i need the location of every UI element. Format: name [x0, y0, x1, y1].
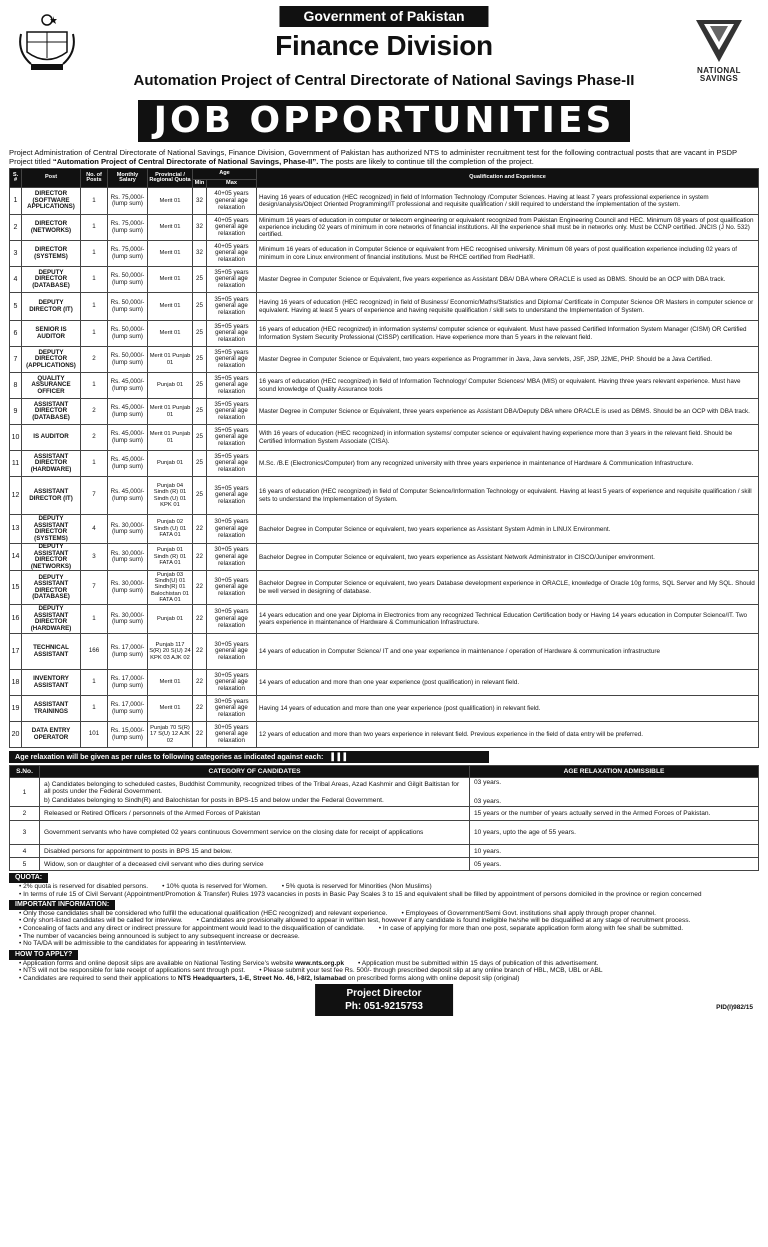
age-row-relaxation: 10 years.	[470, 845, 759, 858]
nts-address: NTS Headquarters, 1-E, Street No. 46, I-8/2, Islamabad	[177, 974, 347, 982]
job-quota: Punjab 01	[148, 605, 193, 634]
col-age: Age	[193, 169, 257, 180]
info-item: • The number of vacancies being announced is subject to any subsequent increase or decrease.	[19, 932, 300, 940]
job-quota: Merit 01	[148, 293, 193, 321]
job-num-posts: 7	[81, 477, 108, 515]
age-row	[10, 807, 759, 821]
job-salary: Rs. 45,000/- (lump sum)	[108, 451, 148, 477]
job-post: INVENTORY ASSISTANT	[22, 670, 81, 696]
job-row	[10, 515, 759, 544]
job-num-posts: 3	[81, 544, 108, 571]
job-qualification: 16 years of education (HEC recognized) in information systems/ computer science or equivalent. Must have passed Certified Information System Manager (CISM) OR Certified Information System Security Professional (CISSP) certification. Have experience more than 5 years in the relevant field.	[257, 321, 759, 347]
ad-footer	[9, 984, 759, 1024]
age-row-category: Widow, son or daughter of a deceased civil servant who dies during service	[40, 858, 470, 871]
job-num-posts: 1	[81, 188, 108, 215]
job-post: ASSISTANT DIRECTOR (IT)	[22, 477, 81, 515]
age-row-category-a: a) Candidates belonging to scheduled castes, Buddhist Community, recognized tribes of the Tribal Areas, Azad Kashmir and Gilgit Baltistan for all posts under the Federal Government.	[44, 780, 460, 795]
info-item: • Only those candidates shall be considered who fulfill the educational qualification (HEC recognized) and relevant experience.	[19, 909, 388, 917]
job-salary: Rs. 50,000/- (lump sum)	[108, 293, 148, 321]
job-quota: Punjab 04 Sindh (R) 01 Sindh (U) 01 KPK 01	[148, 477, 193, 515]
age-relaxation-table	[9, 765, 759, 871]
apply-item: • Application must be submitted within 15 days of publication of this advertisement.	[358, 959, 599, 967]
col-age-max: Max	[207, 180, 257, 188]
col-quota: Provincial / Regional Quota	[148, 169, 193, 188]
how-to-apply-list	[9, 960, 759, 983]
job-quota: Punjab 03 Sindh(U) 01 Sindh(R) 01 Balochistan 01 FATA 01	[148, 571, 193, 605]
job-age-min: 25	[193, 267, 207, 293]
quota-item: • 10% quota is reserved for Women.	[162, 882, 268, 890]
job-age-min: 25	[193, 451, 207, 477]
job-salary: Rs. 17,000/- (lump sum)	[108, 696, 148, 722]
government-title: Government of Pakistan	[279, 6, 488, 27]
col-num: No. of Posts	[81, 169, 108, 188]
job-row	[10, 293, 759, 321]
job-age-min: 22	[193, 571, 207, 605]
job-age-min: 22	[193, 605, 207, 634]
job-age-min: 22	[193, 722, 207, 748]
job-age-max: 40+05 years general age relaxation	[207, 241, 257, 267]
job-post: DIRECTOR (NETWORKS)	[22, 215, 81, 241]
job-qualification: With 16 years of education (HEC recognized) in information systems/ computer science or equivalent having experience more than 3 years in the relevant field. Should be Certified Information System Associate (CISA).	[257, 425, 759, 451]
job-salary: Rs. 75,000/- (lump sum)	[108, 215, 148, 241]
job-post: SENIOR IS AUDITOR	[22, 321, 81, 347]
age-row-relaxation-a: 03 years.	[474, 779, 502, 787]
important-info-section	[9, 898, 759, 948]
job-qualification: Having 16 years of education (HEC recognized) in field of Information Technology /Computer Sciences. Having at least 7 years professional experience in system design/analysis/Object Oriented Programming/IT professional and requisite qualification / skill required to understand the implementation of the system.	[257, 188, 759, 215]
job-num-posts: 1	[81, 267, 108, 293]
nts-website-link[interactable]: www.nts.org.pk	[295, 959, 345, 967]
job-row	[10, 188, 759, 215]
job-post: ASSISTANT DIRECTOR (DATABASE)	[22, 399, 81, 425]
job-row	[10, 634, 759, 670]
job-num-posts: 1	[81, 241, 108, 267]
job-quota: Punjab 117 S(R) 20 S(U) 24 KPK 03 AJK 02	[148, 634, 193, 670]
job-sno: 11	[10, 451, 22, 477]
job-post: DEPUTY DIRECTOR (IT)	[22, 293, 81, 321]
job-age-min: 22	[193, 670, 207, 696]
job-qualification: Master Degree in Computer Science or Equivalent, two years experience as Programmer in Java, Java servlets, JSF, JSP, J2ME, PHP. Should be a Java Certified.	[257, 347, 759, 373]
job-salary: Rs. 45,000/- (lump sum)	[108, 399, 148, 425]
age-row-number: 3	[10, 821, 40, 845]
col-salary: Monthly Salary	[108, 169, 148, 188]
job-num-posts: 1	[81, 373, 108, 399]
job-sno: 10	[10, 425, 22, 451]
job-salary: Rs. 50,000/- (lump sum)	[108, 347, 148, 373]
job-row	[10, 544, 759, 571]
job-age-max: 30+05 years general age relaxation	[207, 515, 257, 544]
age-row-relaxation	[470, 778, 759, 807]
logo-text-line1: NATIONAL	[697, 65, 741, 75]
job-row	[10, 373, 759, 399]
quota-item: • 5% quota is reserved for Minorities (Non Muslims)	[281, 882, 432, 890]
job-opportunities-banner	[9, 100, 759, 142]
job-qualification: Having 14 years of education and more than one year experience (post qualification) in relevant field.	[257, 696, 759, 722]
quota-section	[9, 871, 759, 898]
job-num-posts: 2	[81, 399, 108, 425]
job-salary: Rs. 30,000/- (lump sum)	[108, 605, 148, 634]
job-post: IS AUDITOR	[22, 425, 81, 451]
col-qual: Qualification and Experience	[257, 169, 759, 188]
job-age-max: 35+05 years general age relaxation	[207, 321, 257, 347]
job-post: DIRECTOR (SYSTEMS)	[22, 241, 81, 267]
ad-header	[9, 4, 759, 96]
job-qualification: 14 years education and one year Diploma in Electronics from any recognized Technical Education Certification body or Having 14 years education in Computer Science/IT. Two years experience in maintenance of Hardware & Communication Infrastructure.	[257, 605, 759, 634]
job-row	[10, 477, 759, 515]
job-qualification: M.Sc. /B.E (Electronics/Computer) from any recognized university with three years experience in maintenance of Hardware & Communication Infrastructure.	[257, 451, 759, 477]
age-row	[10, 821, 759, 845]
job-sno: 1	[10, 188, 22, 215]
job-num-posts: 1	[81, 451, 108, 477]
job-quota: Punjab 01	[148, 451, 193, 477]
job-num-posts: 1	[81, 696, 108, 722]
job-post: DEPUTY ASSISTANT DIRECTOR (HARDWARE)	[22, 605, 81, 634]
job-quota: Merit 01 Punjab 01	[148, 347, 193, 373]
job-sno: 3	[10, 241, 22, 267]
job-post: DEPUTY DIRECTOR (DATABASE)	[22, 267, 81, 293]
job-salary: Rs. 50,000/- (lump sum)	[108, 267, 148, 293]
age-row-category: Released or Retired Officers / personnels of the Armed Forces of Pakistan	[40, 807, 470, 821]
job-sno: 13	[10, 515, 22, 544]
job-post: DIRECTOR (SOFTWARE APPLICATIONS)	[22, 188, 81, 215]
job-salary: Rs. 17,000/- (lump sum)	[108, 634, 148, 670]
job-age-max: 35+05 years general age relaxation	[207, 347, 257, 373]
job-qualification: Having 16 years of education (HEC recognized) in field of Business/ Economic/Maths/Statistics and Diploma/ Certificate in Computer Science OR Masters in computer science or equivalent. Having at least 5 years of experience and having requisite qualification / skill sets to understand the Implementation of System.	[257, 293, 759, 321]
job-row	[10, 670, 759, 696]
job-qualification: 14 years of education and more than one year experience (post qualification) in relevant field.	[257, 670, 759, 696]
job-quota: Merit 01	[148, 215, 193, 241]
job-quota: Merit 01	[148, 670, 193, 696]
how-to-apply-heading: HOW TO APPLY?	[9, 950, 78, 960]
job-quota: Punjab 70 S(R) 17 S(U) 12 AJK 02	[148, 722, 193, 748]
job-age-max: 40+05 years general age relaxation	[207, 188, 257, 215]
job-age-max: 30+05 years general age relaxation	[207, 634, 257, 670]
job-row	[10, 241, 759, 267]
job-row	[10, 605, 759, 634]
job-quota: Punjab 01 Sindh (R) 01 FATA 01	[148, 544, 193, 571]
age-row	[10, 858, 759, 871]
job-sno: 17	[10, 634, 22, 670]
age-row-relaxation: 15 years or the number of years actually served in the Armed Forces of Pakistan.	[470, 807, 759, 821]
info-item: • Concealing of facts and any direct or indirect pressure for appointment would lead to the disqualification of candidate.	[19, 925, 365, 933]
job-age-max: 30+05 years general age relaxation	[207, 670, 257, 696]
job-age-max: 35+05 years general age relaxation	[207, 425, 257, 451]
job-row	[10, 696, 759, 722]
job-quota: Merit 01 Punjab 01	[148, 425, 193, 451]
job-num-posts: 1	[81, 605, 108, 634]
job-num-posts: 101	[81, 722, 108, 748]
job-sno: 15	[10, 571, 22, 605]
age-row	[10, 845, 759, 858]
job-qualification: Minimum 16 years of education in computer or telecom engineering or equivalent recognized from Pakistan Engineering Council and HEC. Minimum 08 years of post qualification experience including 02 years of minimum in core networks of financial institutions. All the experience shall must be in networks only. Must be CCNP certified. JNCIS (J No. 532) certified.	[257, 215, 759, 241]
job-salary: Rs. 15,000/- (lump sum)	[108, 722, 148, 748]
job-age-max: 35+05 years general age relaxation	[207, 451, 257, 477]
info-item: • Employees of Government/Semi Govt. institutions shall apply through proper channel.	[401, 909, 656, 917]
job-post: ASSISTANT DIRECTOR (HARDWARE)	[22, 451, 81, 477]
job-age-max: 30+05 years general age relaxation	[207, 605, 257, 634]
job-quota: Merit 01	[148, 241, 193, 267]
division-title: Finance Division	[275, 30, 493, 61]
job-age-min: 32	[193, 215, 207, 241]
job-num-posts: 166	[81, 634, 108, 670]
job-age-max: 30+05 years general age relaxation	[207, 571, 257, 605]
job-salary: Rs. 45,000/- (lump sum)	[108, 373, 148, 399]
job-salary: Rs. 45,000/- (lump sum)	[108, 425, 148, 451]
job-sno: 14	[10, 544, 22, 571]
job-qualification: 12 years of education and more than two years experience in relevant field. Previous experience in the field of data entry will be preferred.	[257, 722, 759, 748]
job-sno: 4	[10, 267, 22, 293]
job-num-posts: 2	[81, 347, 108, 373]
intro-text-2: The posts are likely to continue till the completion of the project.	[318, 157, 534, 167]
job-age-max: 30+05 years general age relaxation	[207, 696, 257, 722]
job-quota: Merit 01	[148, 267, 193, 293]
job-row	[10, 722, 759, 748]
apply-item-text: on prescribed forms along with online deposit slip (original)	[347, 974, 520, 982]
intro-text-1: Project Administration of Central Directorate of National Savings, Finance Division, Government of Pakistan has authorized NTS to administer recruitment test for the following contractual posts that are vacant in PSDP Project titled	[9, 148, 737, 167]
age-row-relaxation: 05 years.	[470, 858, 759, 871]
job-qualification: Bachelor Degree in Computer Science or equivalent, two years experience as Assistant Network Administrator in CISCO/Juniper environment.	[257, 544, 759, 571]
job-sno: 19	[10, 696, 22, 722]
job-qualification: 16 years of education (HEC recognized) in field of Information Technology/ Computer Sciences/ MBA (MIS) or equivalent. Having three years relevant experience. Must have sound knowledge of Quality Assurance tools	[257, 373, 759, 399]
quota-heading: QUOTA:	[9, 873, 48, 883]
quota-item: • In terms of rule 15 of Civil Servant (Appointment/Promotion & Transfer) Rules 1973 vacancies in posts in Basic Pay Scales 3 to 15 and equivalent shall be filled by appointment of persons domiciled in the province or region concerned	[19, 890, 702, 898]
job-post: DATA ENTRY OPERATOR	[22, 722, 81, 748]
apply-item-text: • Candidates are required to send their applications to	[19, 974, 176, 982]
job-age-max: 35+05 years general age relaxation	[207, 373, 257, 399]
job-quota: Merit 01	[148, 188, 193, 215]
job-post: ASSISTANT TRAININGS	[22, 696, 81, 722]
job-age-max: 35+05 years general age relaxation	[207, 267, 257, 293]
job-post: DEPUTY ASSISTANT DIRECTOR (SYSTEMS)	[22, 515, 81, 544]
intro-project-name: “Automation Project of Central Directorate of National Savings, Phase-II”.	[52, 157, 319, 167]
job-post: DEPUTY DIRECTOR (APPLICATIONS)	[22, 347, 81, 373]
job-row	[10, 347, 759, 373]
job-num-posts: 4	[81, 515, 108, 544]
project-title: Automation Project of Central Directorate of National Savings Phase-II	[133, 72, 635, 89]
job-qualification: Master Degree in Computer Science or Equivalent, three years experience as Assistant DBA/Deputy DBA where ORACLE is used as DBMS. Should be an OCP with DBA track.	[257, 399, 759, 425]
job-age-min: 32	[193, 241, 207, 267]
intro-paragraph	[9, 148, 759, 166]
quota-list	[9, 883, 759, 898]
age-row-category	[40, 778, 470, 807]
job-quota: Punjab 02 Sindh (U) 01 FATA 01	[148, 515, 193, 544]
job-age-min: 22	[193, 696, 207, 722]
age-row-category: Government servants who have completed 02 years continuous Government service on the closing date for receipt of applications	[40, 821, 470, 845]
job-salary: Rs. 75,000/- (lump sum)	[108, 188, 148, 215]
job-quota: Punjab 01	[148, 373, 193, 399]
age-row-number: 1	[10, 778, 40, 807]
job-age-min: 22	[193, 544, 207, 571]
logo-text-line2: SAVINGS	[699, 73, 739, 83]
job-age-max: 35+05 years general age relaxation	[207, 399, 257, 425]
apply-item: • NTS will not be responsible for late receipt of applications sent through post.	[19, 967, 246, 975]
job-salary: Rs. 50,000/- (lump sum)	[108, 321, 148, 347]
national-savings-icon	[694, 18, 744, 64]
col-sno: S. #	[10, 169, 22, 188]
national-savings-logo	[687, 18, 751, 96]
job-post: DEPUTY ASSISTANT DIRECTOR (NETWORKS)	[22, 544, 81, 571]
info-item: • No TA/DA will be admissible to the candidates for appearing in test/interview.	[19, 940, 247, 948]
age-row	[10, 778, 759, 807]
age-col-relaxation: AGE RELAXATION ADMISSIBLE	[470, 766, 759, 778]
important-info-list	[9, 910, 759, 948]
job-salary: Rs. 17,000/- (lump sum)	[108, 670, 148, 696]
job-num-posts: 7	[81, 571, 108, 605]
age-row-number: 5	[10, 858, 40, 871]
job-sno: 2	[10, 215, 22, 241]
age-row-category: Disabled persons for appointment to posts in BPS 15 and below.	[40, 845, 470, 858]
job-age-min: 25	[193, 399, 207, 425]
age-row-number: 2	[10, 807, 40, 821]
job-num-posts: 2	[81, 425, 108, 451]
apply-item	[19, 960, 344, 968]
job-age-min: 25	[193, 347, 207, 373]
apply-item	[19, 975, 759, 983]
job-row	[10, 321, 759, 347]
job-age-min: 25	[193, 425, 207, 451]
col-post: Post	[22, 169, 81, 188]
job-sno: 5	[10, 293, 22, 321]
job-post: DEPUTY ASSISTANT DIRECTOR (DATABASE)	[22, 571, 81, 605]
publication-id: PID(I)982/15	[716, 1004, 753, 1012]
job-age-min: 22	[193, 634, 207, 670]
job-quota: Merit 01 Punjab 01	[148, 399, 193, 425]
age-row-number: 4	[10, 845, 40, 858]
job-quota: Merit 01	[148, 696, 193, 722]
banner-text: JOB OPPORTUNITIES	[138, 100, 631, 142]
job-sno: 8	[10, 373, 22, 399]
job-qualification: Bachelor Degree in Computer Science or equivalent, two years Database development experience in ORACLE, knowledge of Oracle 10g forms, SQL Server and My SQL. Should be well versed in designing of database.	[257, 571, 759, 605]
info-item: • Only short-listed candidates will be called for interview.	[19, 917, 183, 925]
important-info-heading: IMPORTANT INFORMATION:	[9, 900, 115, 910]
job-row	[10, 399, 759, 425]
job-sno: 20	[10, 722, 22, 748]
contact-title: Project Director	[346, 988, 422, 1000]
job-row	[10, 451, 759, 477]
age-relaxation-text: Age relaxation will be given as per rules to following categories as indicated against each:	[15, 752, 324, 762]
age-row-relaxation-b: 03 years.	[474, 798, 502, 806]
job-sno: 9	[10, 399, 22, 425]
how-to-apply-section	[9, 948, 759, 982]
job-age-max: 35+05 years general age relaxation	[207, 293, 257, 321]
job-age-max: 30+05 years general age relaxation	[207, 544, 257, 571]
job-row	[10, 267, 759, 293]
job-sno: 7	[10, 347, 22, 373]
job-salary: Rs. 30,000/- (lump sum)	[108, 544, 148, 571]
job-age-min: 25	[193, 373, 207, 399]
job-age-max: 35+05 years general age relaxation	[207, 477, 257, 515]
job-age-min: 22	[193, 515, 207, 544]
job-salary: Rs. 75,000/- (lump sum)	[108, 241, 148, 267]
job-sno: 12	[10, 477, 22, 515]
info-item: • In case of applying for more than one post, separate application form along with fee shall be submitted.	[378, 925, 684, 933]
job-quota: Merit 01	[148, 321, 193, 347]
age-relaxation-bar: Age relaxation will be given as per rules to following categories as indicated against each: ▌▌▌	[9, 751, 489, 763]
col-age-min: Min	[193, 180, 207, 188]
job-sno: 16	[10, 605, 22, 634]
age-row-category-b: b) Candidates belonging to Sindh(R) and Balochistan for posts in BPS-15 and below under the Federal Government.	[44, 796, 384, 804]
job-age-max: 40+05 years general age relaxation	[207, 215, 257, 241]
contact-box	[315, 984, 453, 1016]
job-age-min: 25	[193, 477, 207, 515]
job-num-posts: 1	[81, 321, 108, 347]
job-qualification: 16 years of education (HEC recognized) in field of Computer Science/Information Technology or equivalent. Having at least 5 years of experience and requisite qualification / skill sets to understand the Implementation of System.	[257, 477, 759, 515]
jobs-table	[9, 168, 759, 748]
job-post: QUALITY ASSURANCE OFFICER	[22, 373, 81, 399]
age-col-sno: S.No.	[10, 766, 40, 778]
apply-item: • Please submit your test fee Rs. 500/- through prescribed deposit slip at any online branch of HBL, MCB, UBL or ABL	[259, 967, 603, 975]
job-qualification: Minimum 16 years of education in Computer Science or equivalent from HEC recognised university. Minimum 08 years of post qualification experience including 02 years of minimum in core Linux environment of financial institutions. Must be RHCE certified from RedHat®.	[257, 241, 759, 267]
info-item: • Candidates are provisionally allowed to appear in written test, however if any candidate is found ineligible he/she will be disqualified at any stage of recruitment process.	[196, 917, 691, 925]
apply-item-text: • Application forms and online deposit slips are available on National Testing Service's website	[19, 959, 294, 967]
age-col-category: CATEGORY OF CANDIDATES	[40, 766, 470, 778]
job-salary: Rs. 30,000/- (lump sum)	[108, 515, 148, 544]
job-num-posts: 1	[81, 293, 108, 321]
job-post: TECHNICAL ASSISTANT	[22, 634, 81, 670]
job-qualification: Bachelor Degree in Computer Science or equivalent, two years experience as Assistant System Admin in LINUX Environment.	[257, 515, 759, 544]
job-age-min: 25	[193, 293, 207, 321]
job-sno: 18	[10, 670, 22, 696]
job-age-max: 30+05 years general age relaxation	[207, 722, 257, 748]
job-row	[10, 215, 759, 241]
job-age-min: 32	[193, 188, 207, 215]
job-sno: 6	[10, 321, 22, 347]
job-qualification: Master Degree in Computer Science or Equivalent, five years experience as Assistant DBA/ DBA where ORACLE is used as DBMS. Should be an OCP with DBA track.	[257, 267, 759, 293]
job-salary: Rs. 45,000/- (lump sum)	[108, 477, 148, 515]
job-salary: Rs. 30,000/- (lump sum)	[108, 571, 148, 605]
contact-phone: Ph: 051-9215753	[345, 1001, 423, 1013]
job-row	[10, 571, 759, 605]
job-qualification: 14 years of education in Computer Science/ IT and one year experience in maintenance / operation of Hardware & communication infrastructure	[257, 634, 759, 670]
quota-item: • 2% quota is reserved for disabled persons.	[19, 882, 149, 890]
job-num-posts: 1	[81, 670, 108, 696]
job-age-min: 25	[193, 321, 207, 347]
job-row	[10, 425, 759, 451]
age-row-relaxation: 10 years, upto the age of 55 years.	[470, 821, 759, 845]
job-num-posts: 1	[81, 215, 108, 241]
